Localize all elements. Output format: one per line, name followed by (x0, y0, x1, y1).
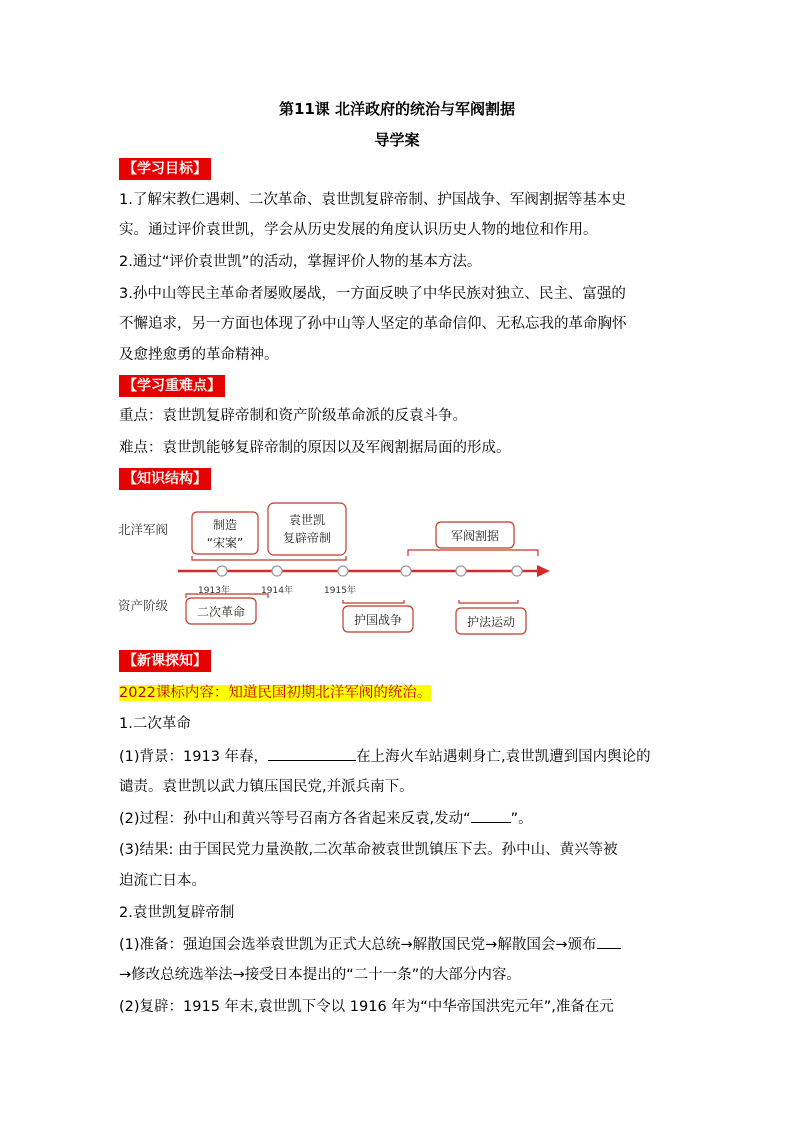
section-tag-structure: 【知识结构】 (119, 468, 211, 490)
lesson-subtitle: 导学案 (374, 131, 420, 149)
bracket-warlord (408, 550, 538, 556)
s1-process-line: (2)过程：孙中山和黄兴等号召南方各省起来反袁,发动“ ”。 (119, 808, 533, 829)
bracket-national-protection (343, 600, 404, 603)
section-tag-goals: 【学习目标】 (119, 158, 211, 180)
box-yuan-restoration (268, 503, 346, 555)
section-2-title: 2.袁世凯复辟帝制 (119, 905, 235, 921)
key-point-line: 重点：袁世凯复辟帝制和资产阶级革命派的反袁斗争。 (119, 408, 467, 424)
s1-result-line: (3)结果: 由于国民党力量涣散,二次革命被袁世凯镇压下去。孙中山、黄兴等被 (119, 842, 618, 858)
svg-text:护法运动: 护法运动 (466, 615, 516, 629)
timeline-node (456, 566, 466, 576)
answer-blank[interactable] (471, 808, 511, 823)
s1-background-line: 谴责。袁世凯以武力镇压国民党,并派兵南下。 (119, 779, 414, 795)
svg-text:“宋案”: “宋案” (206, 536, 244, 550)
svg-text:护国战争: 护国战争 (353, 613, 403, 627)
standard-year: 2022 (119, 685, 156, 701)
year-label: 1915年 (324, 586, 356, 596)
s2-prep-line: →修改总统选举法→接受日本提出的“二十一条”的大部分内容。 (119, 967, 521, 983)
s2-prep-line: (1)准备：强迫国会选举袁世凯为正式大总统→解散国民党→解散国会→颁布 (119, 934, 621, 955)
year-label: 1913年 (198, 586, 230, 596)
timeline-arrowhead (537, 565, 550, 577)
goal-line: 及愈挫愈勇的革命精神。 (119, 347, 279, 363)
s1-background-line: (1)背景：1913 年春， 在上海火车站遇刺身亡,袁世凯遭到国内舆论的 (119, 746, 651, 767)
standard-text: 课标内容：知道民国初期北洋军阀的统治。 (155, 685, 432, 701)
bracket-constitution-protection (459, 600, 518, 603)
bracket-early (192, 556, 346, 560)
svg-text:复辟帝制: 复辟帝制 (282, 531, 332, 545)
svg-text:制造: 制造 (212, 518, 238, 532)
curriculum-standard (119, 683, 431, 703)
section-1-title: 1.二次革命 (119, 716, 191, 732)
section-tag-explore: 【新课探知】 (119, 650, 211, 672)
timeline-node (512, 566, 522, 576)
answer-blank[interactable] (268, 746, 356, 761)
svg-text:袁世凯: 袁世凯 (288, 513, 326, 527)
svg-text:二次革命: 二次革命 (196, 605, 246, 619)
answer-blank[interactable] (597, 934, 621, 949)
svg-text:军阀割据: 军阀割据 (450, 529, 500, 543)
goal-line: 1.了解宋教仁遇刺、二次革命、袁世凯复辟帝制、护国战争、军阀割据等基本史 (119, 192, 626, 208)
goal-line: 2.通过“评价袁世凯”的活动，掌握评价人物的基本方法。 (119, 254, 482, 270)
s2-restoration-line: (2)复辟：1915 年末,袁世凯下令以 1916 年为“中华帝国洪宪元年”,准备在元 (119, 999, 614, 1015)
timeline-node (338, 566, 348, 576)
s1-result-line: 迫流亡日本。 (119, 873, 206, 889)
timeline-node (272, 566, 282, 576)
section-tag-key-points: 【学习重难点】 (119, 375, 225, 397)
row-label-bourgeoisie: 资产阶级 (118, 598, 169, 613)
knowledge-structure-diagram (118, 498, 558, 638)
goal-line: 实。通过评价袁世凯，学会从历史发展的角度认识历史人物的地位和作用。 (119, 222, 598, 238)
goal-line: 3.孙中山等民主革命者屡败屡战，一方面反映了中华民族对独立、民主、富强的 (119, 286, 626, 302)
timeline-node (401, 566, 411, 576)
lesson-title: 第11课 北洋政府的统治与军阀割据 (278, 100, 516, 118)
year-label: 1914年 (261, 586, 293, 596)
goal-line: 不懈追求，另一方面也体现了孙中山等人坚定的革命信仰、无私忘我的革命胸怀 (119, 316, 627, 332)
timeline-node (217, 566, 227, 576)
row-label-beiyang: 北洋军阀 (118, 522, 169, 537)
difficult-point-line: 难点：袁世凯能够复辟帝制的原因以及军阀割据局面的形成。 (119, 440, 511, 456)
